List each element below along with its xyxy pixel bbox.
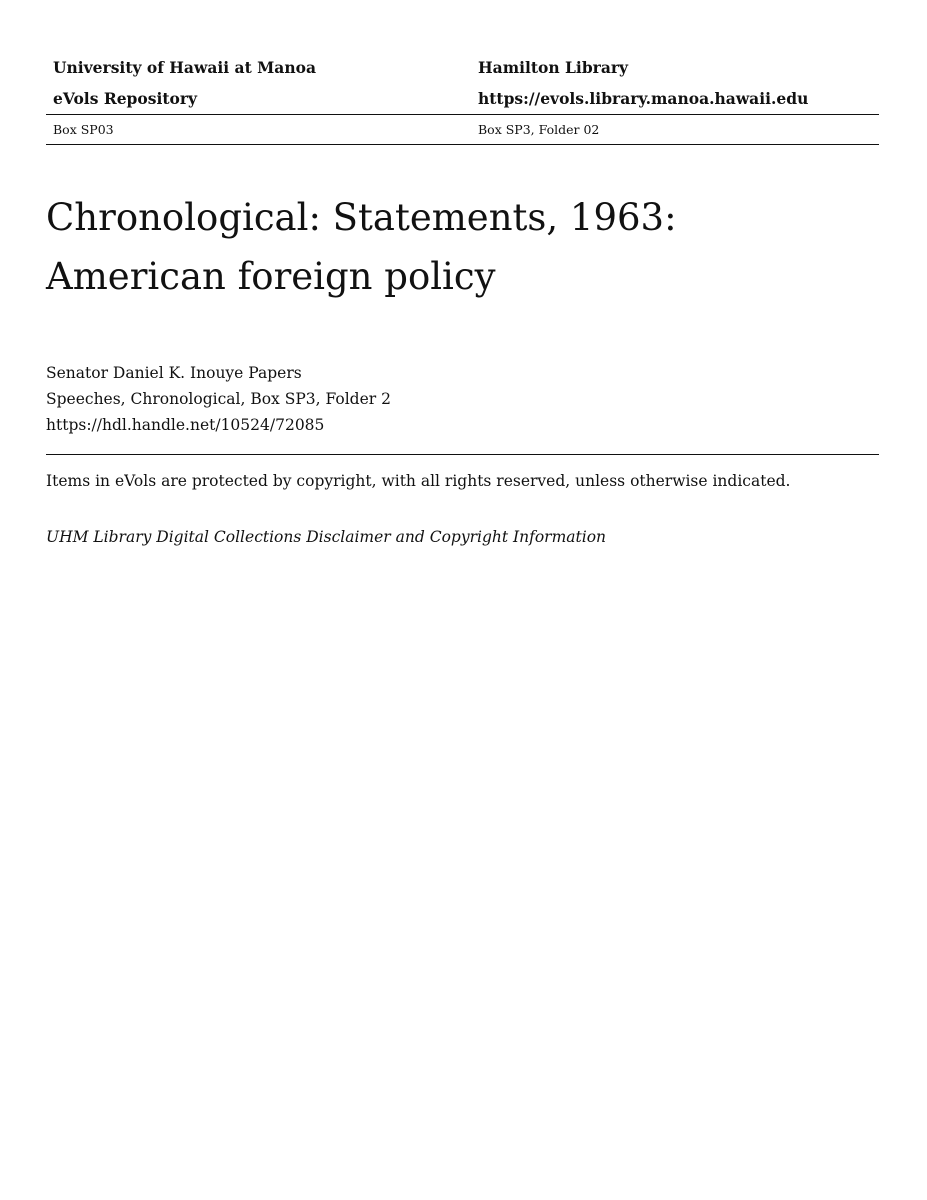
document-header [46,52,879,145]
collection-name: Senator Daniel K. Inouye Papers [46,364,302,382]
institution-name: University of Hawaii at Manoa [53,58,316,77]
library-name: Hamilton Library [478,58,629,77]
handle-link[interactable]: https://hdl.handle.net/10524/72085 [46,416,325,434]
repository-url[interactable]: https://evols.library.manoa.hawaii.edu [478,89,809,108]
header-row-3 [46,115,879,144]
box-folder-label: Box SP3, Folder 02 [478,122,600,137]
header-rule-bottom [46,144,879,145]
title-line-1: Chronological: Statements, 1963: [46,196,677,239]
header-row-2 [46,83,879,114]
document-title [46,188,886,306]
disclaimer-link[interactable]: UHM Library Digital Collections Disclaimer and Copyright Information [46,528,607,546]
header-row-1 [46,52,879,83]
box-label: Box SP03 [53,122,114,137]
title-line-2: American foreign policy [46,255,496,298]
series-name: Speeches, Chronological, Box SP3, Folder 2 [46,390,391,408]
section-divider [46,454,879,455]
copyright-notice: Items in eVols are protected by copyright, with all rights reserved, unless otherwise indicated. [46,472,791,490]
document-metadata [46,360,391,438]
repository-name: eVols Repository [53,89,198,108]
